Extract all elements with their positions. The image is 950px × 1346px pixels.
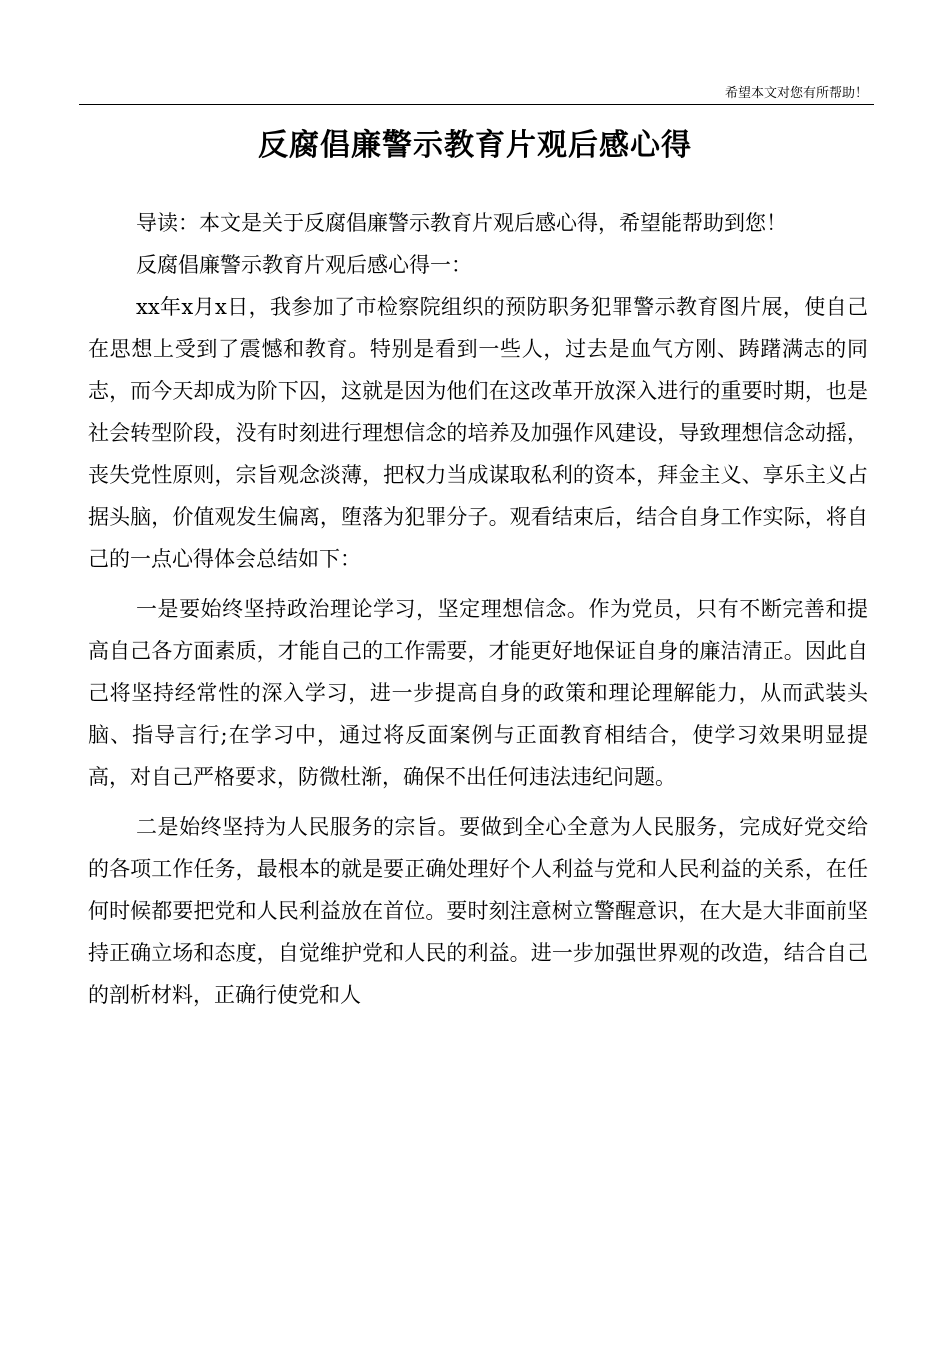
page-header <box>79 84 874 105</box>
document-body <box>88 202 868 1016</box>
paragraph-main: xx年x月x日，我参加了市检察院组织的预防职务犯罪警示教育图片展，使自己在思想上受到了震憾和教育。特别是看到一些人，过去是血气方刚、踌躇满志的同志，而今天却成为阶下囚，这就是因为他们在这改革开放深入进行的重要时期，也是社会转型阶段，没有时刻进行理想信念的培养及加强作风建设，导致理想信念动摇，丧失党性原则，宗旨观念淡薄，把权力当成谋取私利的资本，拜金主义、享乐主义占据头脑，价值观发生偏离，堕落为犯罪分子。观看结束后，结合自身工作实际，将自己的一点心得体会总结如下： <box>88 295 868 571</box>
header-note: 希望本文对您有所帮助！ <box>724 86 868 101</box>
paragraph-section-heading: 反腐倡廉警示教育片观后感心得一： <box>136 253 472 277</box>
paragraph-point-one: 一是要始终坚持政治理论学习，坚定理想信念。作为党员，只有不断完善和提高自己各方面素质，才能自己的工作需要，才能更好地保证自身的廉洁清正。因此自己将坚持经常性的深入学习，进一步提高自身的政策和理论理解能力，从而武装头脑、指导言行;在学习中，通过将反面案例与正面教育相结合，使学习效果明显提高，对自己严格要求，防微杜渐，确保不出任何违法违纪问题。 <box>88 597 868 789</box>
document-title: 反腐倡廉警示教育片观后感心得 <box>258 128 692 163</box>
paragraph-intro: 导读：本文是关于反腐倡廉警示教育片观后感心得，希望能帮助到您！ <box>136 211 787 235</box>
paragraph-point-two: 二是始终坚持为人民服务的宗旨。要做到全心全意为人民服务，完成好党交给的各项工作任务，最根本的就是要正确处理好个人利益与党和人民利益的关系，在任何时候都要把党和人民利益放在首位。要时刻注意树立警醒意识，在大是大非面前坚持正确立场和态度，自觉维护党和人民的利益。进一步加强世界观的改造，结合自己的剖析材料，正确行使党和人 <box>88 815 868 1007</box>
